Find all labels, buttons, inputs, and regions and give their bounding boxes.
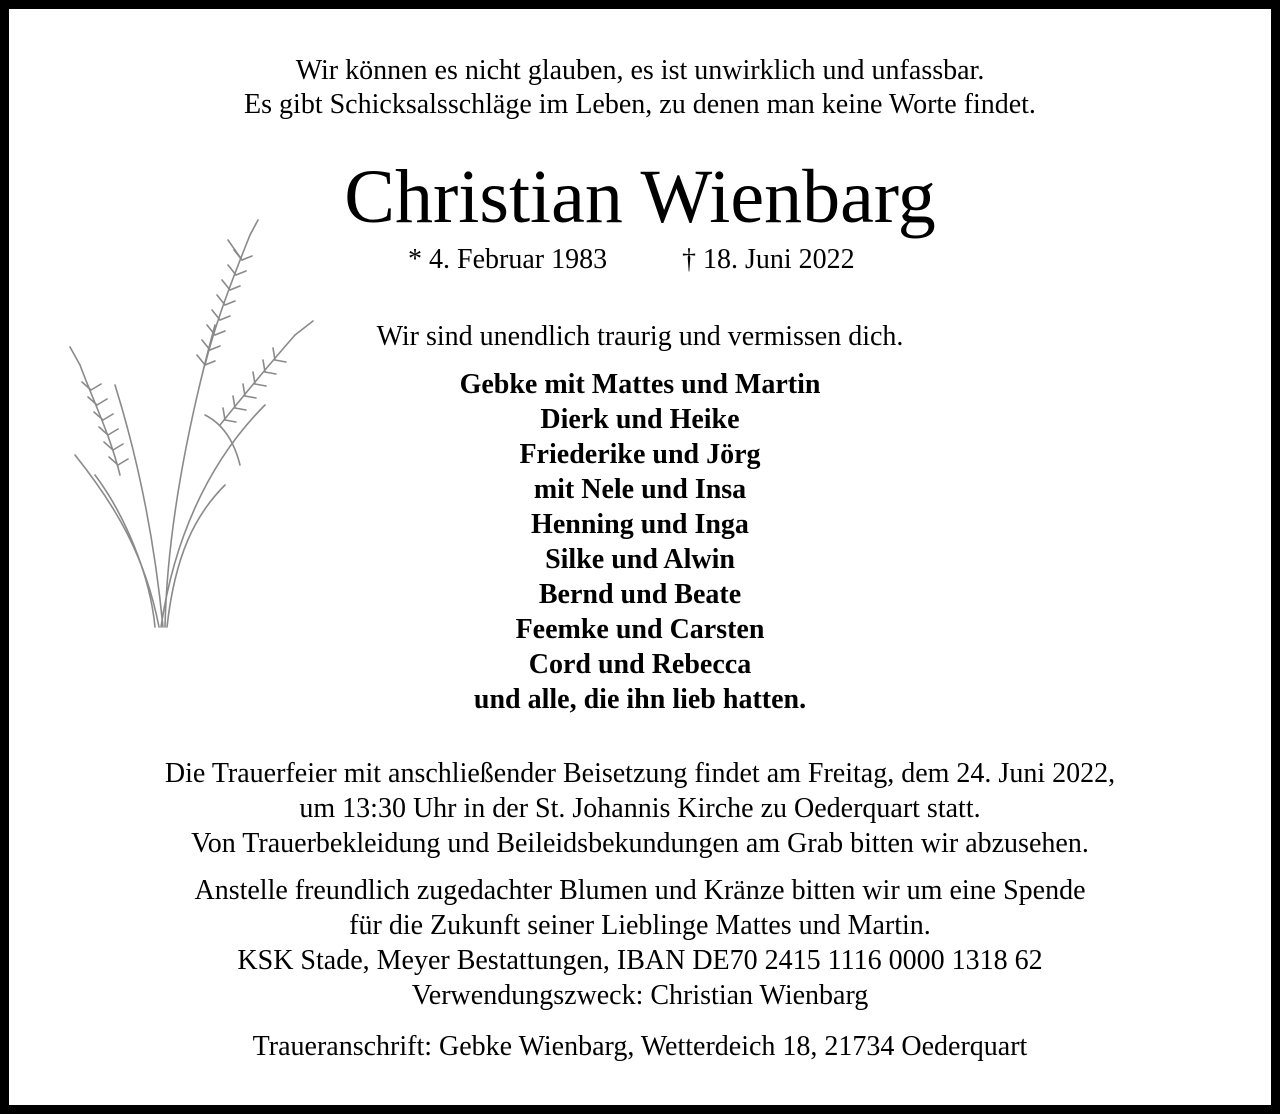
mourner-line: Gebke mit Mattes und Martin (459, 369, 821, 400)
mourner-line: Bernd und Beate (538, 579, 742, 610)
bank-details: KSK Stade, Meyer Bestattungen, IBAN DE70 2415 1116 0000 1318 62 (237, 945, 1043, 976)
ceremony-line: um 13:30 Uhr in der St. Johannis Kirche zu Oederquart statt. (299, 793, 981, 824)
deceased-name: Christian Wienbarg (344, 155, 936, 239)
grief-message: Wir sind unendlich traurig und vermissen dich. (376, 321, 904, 352)
mourner-line: Friederike und Jörg (519, 439, 761, 470)
payment-reference: Verwendungszweck: Christian Wienbarg (411, 980, 869, 1011)
donation-line: Anstelle freundlich zugedachter Blumen und Kränze bitten wir um eine Spende (194, 875, 1086, 906)
mourning-address: Traueranschrift: Gebke Wienbarg, Wetterdeich 18, 21734 Oederquart (252, 1031, 1028, 1062)
intro-line-2: Es gibt Schicksalsschläge im Leben, zu denen man keine Worte findet. (244, 89, 1036, 120)
ceremony-line: Von Trauerbekleidung und Beileidsbekundungen am Grab bitten wir abzusehen. (191, 828, 1089, 859)
mourner-line: Silke und Alwin (545, 544, 735, 575)
mourner-line: Feemke und Carsten (515, 614, 765, 645)
ceremony-line: Die Trauerfeier mit anschließender Beisetzung findet am Freitag, dem 24. Juni 2022, (164, 758, 1116, 789)
donation-line: für die Zukunft seiner Lieblinge Mattes und Martin. (349, 910, 931, 941)
death-date: † 18. Juni 2022 (682, 244, 855, 275)
birth-date: * 4. Februar 1983 (408, 244, 608, 275)
mourner-closing-line: und alle, die ihn lieb hatten. (473, 684, 807, 715)
mourner-line: Cord und Rebecca (528, 649, 752, 680)
mourner-line: Henning und Inga (531, 509, 749, 540)
intro-line-1: Wir können es nicht glauben, es ist unwirklich und unfassbar. (295, 55, 985, 86)
mourner-line: Dierk und Heike (540, 404, 740, 435)
mourner-line: mit Nele und Insa (533, 474, 747, 505)
